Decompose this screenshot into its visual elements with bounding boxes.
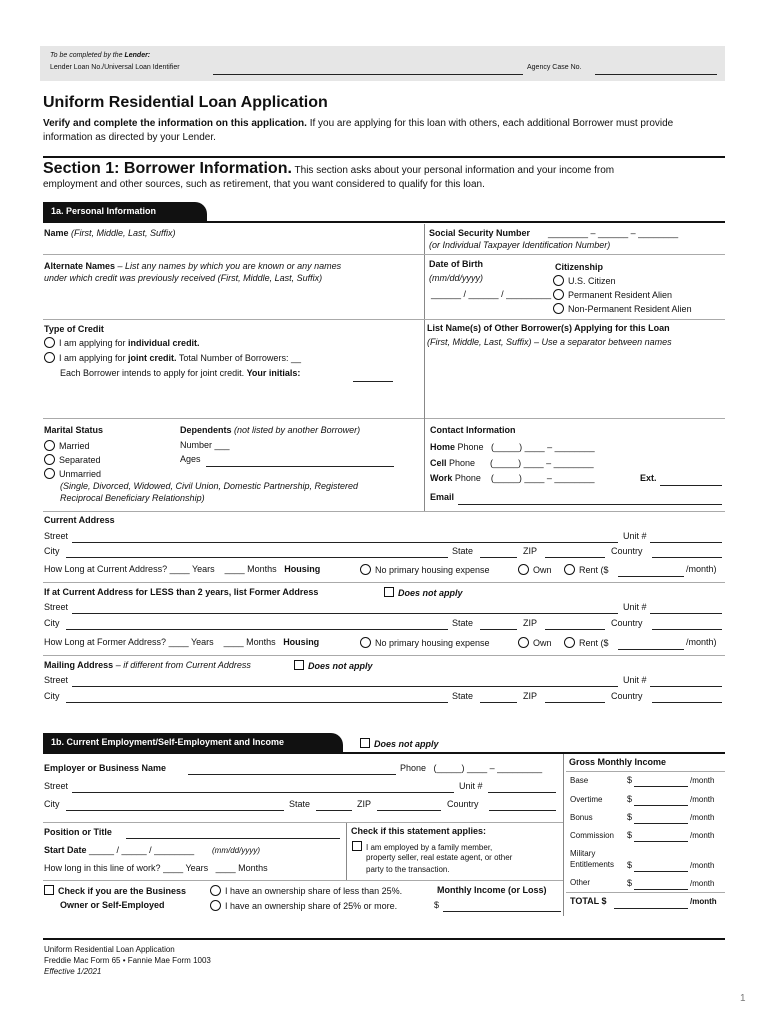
former-unit-label: Unit # — [623, 602, 647, 612]
loan-no-label: Lender Loan No./Universal Loan Identifier — [50, 64, 180, 71]
mailing-city-field[interactable] — [66, 702, 448, 703]
divider — [424, 224, 425, 322]
bonus-field[interactable] — [634, 823, 688, 824]
commission-field[interactable] — [634, 841, 688, 842]
monthly-income-field[interactable] — [443, 911, 561, 912]
rule — [566, 892, 725, 893]
income-other: Other — [570, 878, 591, 887]
intro-text: Verify and complete the information on this application. If you are applying for this loan with others, each additional Borrower must provide — [43, 118, 674, 129]
dep-ages-label: Ages — [180, 454, 201, 464]
former-street-field[interactable] — [72, 613, 618, 614]
family-member-text-2: property seller, real estate agent, or other — [366, 853, 513, 862]
case-no-label: Agency Case No. — [527, 64, 582, 71]
section1-heading: Section 1: Borrower Information. This section asks about your personal information and your income from — [43, 160, 615, 177]
footer-line-3: Effective 1/2021 — [44, 967, 102, 976]
current-address-label: Current Address — [44, 515, 115, 525]
initials-field[interactable] — [353, 381, 393, 382]
rule — [43, 254, 725, 255]
dob-label: Date of Birth — [429, 259, 483, 269]
rule — [566, 771, 725, 772]
rule — [43, 822, 563, 823]
mailing-zip-field[interactable] — [545, 702, 605, 703]
business-owner-check[interactable]: Check if you are the Business — [44, 885, 186, 896]
intro-text-2: information as directed by your Lender. — [43, 132, 216, 143]
family-member-text-3: party to the transaction. — [366, 865, 450, 874]
other-field[interactable] — [634, 889, 688, 890]
bonus-dollar: $ — [627, 812, 633, 822]
former-state-label: State — [452, 618, 474, 628]
cit-permanent[interactable]: Permanent Resident Alien — [553, 289, 672, 300]
marital-hint: (Single, Divorced, Widowed, Civil Union, Domestic Partnership, Registered — [60, 481, 359, 491]
share-25-more[interactable]: I have an ownership share of 25% or more. — [210, 900, 397, 911]
emp-unit-label: Unit # — [459, 781, 483, 791]
ext-label: Ext. — [640, 473, 657, 483]
marital-married[interactable]: Married — [44, 440, 90, 451]
commission-dollar: $ — [627, 830, 633, 840]
how-long-current: How Long at Current Address? ____ Years ____ Months Housing — [44, 564, 321, 574]
total-label: TOTAL $ — [570, 896, 607, 906]
country-field[interactable] — [652, 557, 722, 558]
former-not-apply[interactable]: Does not apply — [384, 587, 463, 598]
home-phone[interactable]: Home Phone (_____) ____ – ________ — [430, 442, 595, 452]
former-country-field[interactable] — [652, 629, 722, 630]
base-field[interactable] — [634, 786, 688, 787]
former-housing-none[interactable]: No primary housing expense — [360, 637, 490, 648]
former-city-field[interactable] — [66, 629, 448, 630]
former-zip-field[interactable] — [545, 629, 605, 630]
state-field[interactable] — [480, 557, 517, 558]
former-housing-rent[interactable]: Rent ($ — [564, 637, 609, 648]
how-long-former: How Long at Former Address? ____ Years ____ Months Housing — [44, 637, 320, 647]
former-unit-field[interactable] — [650, 613, 722, 614]
footer-line-2: Freddie Mac Form 65 • Fannie Mae Form 1003 — [44, 956, 211, 965]
income-overtime: Overtime — [570, 795, 603, 804]
overtime-dollar: $ — [627, 794, 633, 804]
rule — [43, 319, 725, 320]
type-of-credit-label: Type of Credit — [44, 324, 104, 334]
income-commission: Commission — [570, 831, 615, 840]
tab-1b: 1b. Current Employment/Self-Employment and Income — [43, 733, 343, 753]
employment-not-apply[interactable]: Does not apply — [360, 738, 439, 749]
former-country-label: Country — [611, 618, 643, 628]
mailing-country-label: Country — [611, 691, 643, 701]
lender-note: To be completed by the Lender: — [50, 52, 151, 59]
ssn-hint: (or Individual Taxpayer Identification Number) — [429, 240, 611, 250]
former-zip-label: ZIP — [523, 618, 538, 628]
emp-street-field[interactable] — [72, 792, 454, 793]
emp-zip-field[interactable] — [377, 810, 441, 811]
business-owner-label-2: Owner or Self-Employed — [60, 900, 165, 910]
marital-separated[interactable]: Separated — [44, 454, 101, 465]
other-month: /month — [690, 879, 715, 888]
dep-number: Number ___ — [180, 440, 230, 450]
base-month: /month — [690, 776, 715, 785]
page-title: Uniform Residential Loan Application — [43, 94, 328, 111]
housing-none[interactable]: No primary housing expense — [360, 564, 490, 575]
base-dollar: $ — [627, 775, 633, 785]
ssn-label: Social Security Number — [429, 228, 531, 238]
footer-rule — [43, 938, 725, 940]
housing-own[interactable]: Own — [518, 564, 552, 575]
mailing-state-label: State — [452, 691, 474, 701]
unit-field[interactable] — [650, 542, 722, 543]
employer-label: Employer or Business Name — [44, 763, 167, 773]
income-base: Base — [570, 776, 589, 785]
section-rule — [43, 156, 725, 158]
how-long-work: How long in this line of work? ____ Years ____ Months — [44, 863, 268, 873]
start-date-hint: (mm/dd/yyyy) — [212, 846, 260, 855]
emp-state-label: State — [289, 799, 311, 809]
ssn-field[interactable]: ________ – ______ – ________ — [548, 228, 679, 238]
contact-label: Contact Information — [430, 425, 516, 435]
credit-individual[interactable]: I am applying for individual credit. — [44, 337, 200, 348]
rent-per-month: /month) — [686, 564, 717, 574]
mailing-label: Mailing Address – if different from Current Address — [44, 660, 251, 670]
citizenship-label: Citizenship — [555, 262, 604, 272]
work-phone[interactable]: Work Phone (_____) ____ – ________ — [430, 473, 595, 483]
position-field[interactable] — [126, 838, 340, 839]
mailing-not-apply[interactable]: Does not apply — [294, 660, 373, 671]
marital-label: Marital Status — [44, 425, 104, 435]
unit-label: Unit # — [623, 531, 647, 541]
loan-no-field[interactable] — [213, 74, 523, 75]
page-number: 1 — [740, 993, 746, 1004]
rule — [43, 418, 725, 419]
country-label: Country — [611, 546, 643, 556]
tab-1a: 1a. Personal Information — [43, 202, 207, 222]
mailing-zip-label: ZIP — [523, 691, 538, 701]
employer-field[interactable] — [188, 774, 396, 775]
name-label: Name (First, Middle, Last, Suffix) — [44, 228, 176, 238]
emp-city-field[interactable] — [66, 810, 284, 811]
dob-hint: (mm/dd/yyyy) — [429, 273, 483, 283]
position-label: Position or Title — [44, 827, 112, 837]
dependents-label: Dependents (not listed by another Borrower) — [180, 425, 361, 435]
mailing-city-label: City — [44, 691, 60, 701]
income-entitlements: Entitlements — [570, 860, 615, 869]
housing-rent[interactable]: Rent ($ — [564, 564, 609, 575]
cell-phone[interactable]: Cell Phone (_____) ____ – ________ — [430, 458, 594, 468]
former-address-label: If at Current Address for LESS than 2 years, list Former Address — [44, 587, 319, 597]
former-rent-field[interactable] — [618, 649, 684, 650]
case-no-field[interactable] — [595, 74, 717, 75]
ext-field[interactable] — [660, 485, 722, 486]
credit-joint[interactable]: I am applying for joint credit. Total Number of Borrowers: __ — [44, 352, 301, 363]
rent-field[interactable] — [618, 576, 684, 577]
income-military: Military — [570, 849, 596, 858]
emp-street-label: Street — [44, 781, 69, 791]
emp-state-field[interactable] — [316, 810, 352, 811]
email-field[interactable] — [458, 504, 722, 505]
divider — [424, 321, 425, 511]
email-label: Email — [430, 492, 455, 502]
emp-unit-field[interactable] — [488, 792, 556, 793]
zip-field[interactable] — [545, 557, 605, 558]
street-label: Street — [44, 531, 69, 541]
rule — [43, 655, 725, 656]
former-state-field[interactable] — [480, 629, 517, 630]
emp-country-field[interactable] — [489, 810, 556, 811]
city-field[interactable] — [66, 557, 448, 558]
former-city-label: City — [44, 618, 60, 628]
emp-city-label: City — [44, 799, 60, 809]
military-field[interactable] — [634, 871, 688, 872]
state-label: State — [452, 546, 474, 556]
former-street-label: Street — [44, 602, 69, 612]
rule — [43, 511, 725, 512]
employer-phone[interactable]: Phone (_____) ____ – _________ — [400, 763, 543, 773]
other-borrowers-label: List Name(s) of Other Borrower(s) Applying for this Loan — [427, 323, 670, 333]
city-label: City — [44, 546, 60, 556]
joint-initials: Each Borrower intends to apply for joint credit. Your initials: — [60, 368, 301, 378]
emp-zip-label: ZIP — [357, 799, 372, 809]
mailing-unit-label: Unit # — [623, 675, 647, 685]
rule — [43, 582, 725, 583]
monthly-income-label: Monthly Income (or Loss) — [437, 885, 547, 895]
zip-label: ZIP — [523, 546, 538, 556]
commission-month: /month — [690, 831, 715, 840]
rule — [43, 880, 563, 881]
monthly-income-dollar: $ — [434, 900, 440, 910]
start-date[interactable]: Start Date _____ / _____ / ________ — [44, 845, 195, 855]
former-housing-own[interactable]: Own — [518, 637, 552, 648]
bonus-month: /month — [690, 813, 715, 822]
marital-hint-2: Reciprocal Beneficiary Relationship) — [60, 493, 205, 503]
income-bonus: Bonus — [570, 813, 593, 822]
dob-field[interactable]: ______ / ______ / _________ — [431, 289, 552, 299]
gross-income-label: Gross Monthly Income — [569, 757, 667, 767]
cit-us[interactable]: U.S. Citizen — [553, 275, 616, 286]
overtime-month: /month — [690, 795, 715, 804]
share-less-25[interactable]: I have an ownership share of less than 25%. — [210, 885, 402, 896]
mailing-street-label: Street — [44, 675, 69, 685]
divider — [346, 823, 347, 881]
mailing-country-field[interactable] — [652, 702, 722, 703]
section1-desc: employment and other sources, such as retirement, that you want considered to qualify for this loan. — [43, 179, 485, 190]
street-field[interactable] — [72, 542, 618, 543]
former-rent-per-month: /month) — [686, 637, 717, 647]
total-month: /month — [690, 897, 717, 906]
total-field[interactable] — [614, 908, 688, 909]
mailing-state-field[interactable] — [480, 702, 517, 703]
alt-names-label: Alternate Names – List any names by which you are known or any names — [44, 261, 342, 271]
divider — [563, 754, 564, 916]
other-borrowers-hint: (First, Middle, Last, Suffix) – Use a separator between names — [427, 337, 672, 347]
overtime-field[interactable] — [634, 805, 688, 806]
marital-unmarried[interactable]: Unmarried — [44, 468, 101, 479]
alt-names-hint: under which credit was previously received (First, Middle, Last, Suffix) — [44, 273, 323, 283]
cit-non-permanent[interactable]: Non-Permanent Resident Alien — [553, 303, 692, 314]
family-member-check[interactable]: I am employed by a family member, — [352, 841, 492, 852]
other-dollar: $ — [627, 878, 633, 888]
mailing-street-field[interactable] — [72, 686, 618, 687]
check-statement-label: Check if this statement applies: — [351, 826, 487, 836]
mailing-unit-field[interactable] — [650, 686, 722, 687]
military-dollar: $ — [627, 860, 633, 870]
emp-country-label: Country — [447, 799, 479, 809]
military-month: /month — [690, 861, 715, 870]
dep-ages-field[interactable] — [206, 466, 394, 467]
footer-line-1: Uniform Residential Loan Application — [44, 945, 175, 954]
